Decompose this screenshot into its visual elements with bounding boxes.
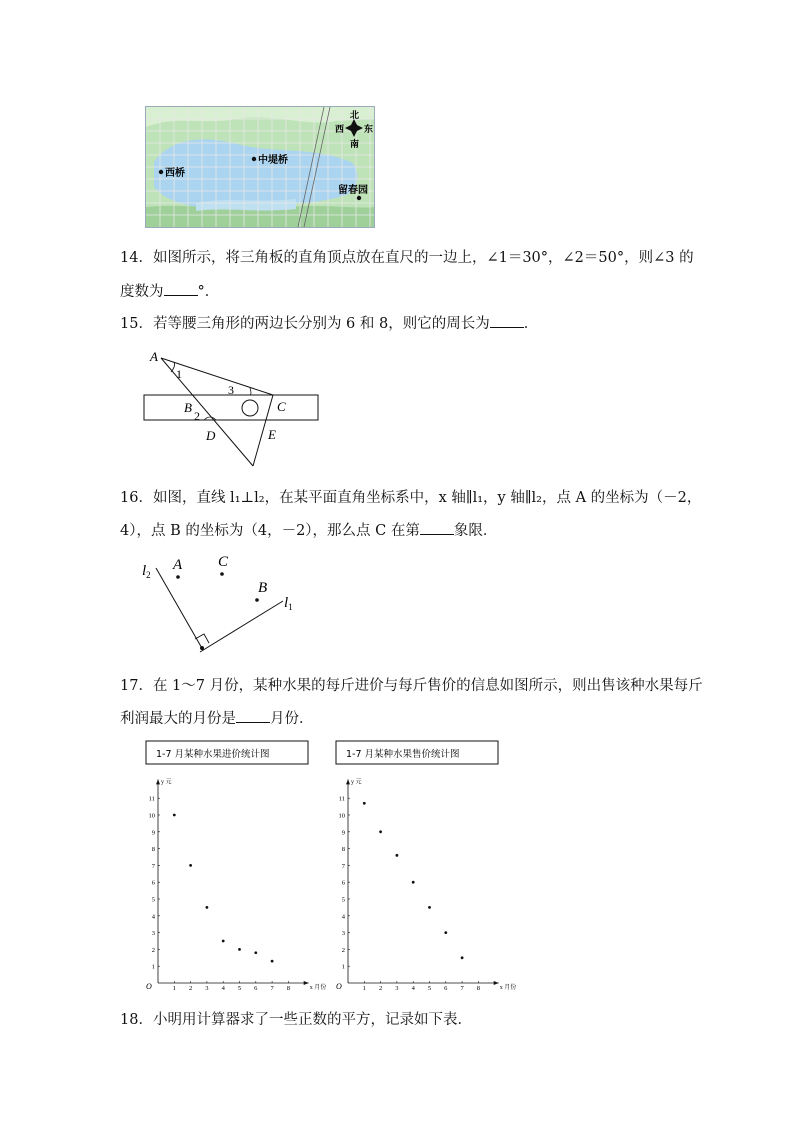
x-tick-label: 1 bbox=[172, 985, 176, 992]
x-tick-label: 6 bbox=[254, 985, 258, 992]
y-axis-label: y 元 bbox=[161, 779, 172, 786]
data-point bbox=[461, 956, 464, 959]
point-D: D bbox=[206, 428, 216, 443]
xiqiao-marker bbox=[159, 170, 163, 174]
point-B bbox=[255, 598, 259, 602]
point-A: A bbox=[150, 349, 158, 364]
data-point bbox=[396, 854, 399, 857]
q17-text: 利润最大的月份是 bbox=[120, 711, 236, 727]
data-point bbox=[412, 881, 415, 884]
liuchunyuan-label: 留春园 bbox=[338, 185, 368, 196]
x-tick-label: 4 bbox=[411, 985, 415, 992]
x-axis-arrow bbox=[304, 981, 309, 985]
x-tick-label: 1 bbox=[362, 985, 366, 992]
line-l2-label: $l_2$ bbox=[142, 563, 151, 580]
point-A-label: A bbox=[173, 557, 183, 573]
x-axis-label: x 月份 bbox=[499, 985, 516, 991]
q16-text: 4），点 B 的坐标为（4，－2），那么点 C 在第 bbox=[120, 523, 420, 539]
q15-text: 15．若等腰三角形的两边长分别为 6 和 8，则它的周长为 bbox=[120, 316, 490, 332]
y-tick-label: 10 bbox=[338, 812, 345, 820]
y-tick-label: 3 bbox=[341, 930, 345, 938]
compass-west: 西 bbox=[335, 124, 345, 134]
question-14-line1: 14．如图所示，将三角板的直角顶点放在直尺的一边上，∠1＝30°，∠2＝50°，则∠3 的 bbox=[120, 250, 694, 266]
y-tick-label: 4 bbox=[341, 913, 345, 921]
zhongdiqiao-marker bbox=[252, 157, 256, 161]
liuchunyuan-marker bbox=[357, 196, 361, 200]
y-tick-label: 11 bbox=[338, 795, 345, 803]
compass-north: 北 bbox=[350, 110, 360, 120]
triangle-ruler-figure bbox=[138, 342, 328, 470]
data-point bbox=[444, 931, 447, 934]
y-tick-label: 2 bbox=[151, 946, 155, 954]
data-point bbox=[379, 830, 382, 833]
park-map bbox=[145, 106, 375, 228]
question-17-line1: 17．在 1～7 月份，某种水果的每斤进价与每斤售价的信息如图所示，则出售该种水果每斤 bbox=[120, 678, 703, 694]
y-tick-label: 5 bbox=[151, 896, 155, 904]
data-point bbox=[363, 802, 366, 805]
purchase-price-chart bbox=[138, 738, 326, 996]
angle-1-label: 1 bbox=[176, 367, 182, 381]
x-tick-label: 8 bbox=[476, 985, 481, 992]
question-16-line1: 16．如图，直线 l₁⊥l₂，在某平面直角坐标系中，x 轴∥l₁，y 轴∥l₂，点 A 的坐标为（－2， bbox=[120, 490, 702, 506]
answer-blank-15[interactable] bbox=[490, 313, 524, 328]
y-tick-label: 5 bbox=[341, 896, 345, 904]
data-point bbox=[222, 940, 225, 943]
question-17-line2 bbox=[120, 708, 314, 729]
x-axis-label: x 月份 bbox=[309, 985, 326, 991]
answer-blank-16[interactable] bbox=[420, 520, 454, 535]
x-tick-label: 3 bbox=[205, 985, 209, 992]
y-tick-label: 7 bbox=[151, 862, 155, 870]
origin-label: O bbox=[336, 982, 342, 991]
y-tick-label: 4 bbox=[151, 913, 155, 921]
y-tick-label: 7 bbox=[341, 862, 345, 870]
question-15 bbox=[120, 313, 538, 334]
q16-suffix: 象限． bbox=[453, 523, 498, 539]
chart-title: 1-7 月某种水果售价统计图 bbox=[346, 749, 460, 760]
data-point bbox=[428, 906, 431, 909]
chart-title: 1-7 月某种水果进价统计图 bbox=[156, 749, 270, 760]
answer-blank-17[interactable] bbox=[236, 708, 270, 723]
compass-east: 东 bbox=[364, 124, 374, 134]
y-tick-label: 1 bbox=[151, 963, 155, 971]
y-tick-label: 11 bbox=[148, 795, 155, 803]
data-point bbox=[189, 864, 192, 867]
y-tick-label: 2 bbox=[341, 946, 345, 954]
x-tick-label: 2 bbox=[188, 985, 193, 992]
data-point bbox=[206, 906, 209, 909]
point-B-label: B bbox=[258, 580, 268, 596]
y-tick-label: 10 bbox=[148, 812, 155, 820]
y-axis-label: y 元 bbox=[351, 779, 362, 786]
data-point bbox=[238, 948, 241, 951]
x-tick-label: 7 bbox=[270, 985, 274, 992]
line-l1-label: $l_1$ bbox=[284, 595, 293, 612]
q14-suffix: °． bbox=[197, 284, 220, 300]
x-tick-label: 2 bbox=[378, 985, 383, 992]
q17-suffix: 月份． bbox=[270, 711, 314, 727]
q14-text: 度数为 bbox=[120, 284, 164, 300]
x-axis-arrow bbox=[494, 981, 499, 985]
x-tick-label: 5 bbox=[237, 985, 242, 992]
question-16-line2 bbox=[120, 520, 497, 541]
selling-price-chart bbox=[328, 738, 516, 996]
x-tick-label: 4 bbox=[221, 985, 225, 992]
y-tick-label: 6 bbox=[151, 879, 155, 887]
question-14-line2 bbox=[120, 281, 219, 302]
x-tick-label: 7 bbox=[460, 985, 464, 992]
point-A bbox=[176, 575, 180, 579]
q15-suffix: ． bbox=[523, 316, 539, 332]
y-tick-label: 6 bbox=[341, 879, 345, 887]
y-tick-label: 9 bbox=[341, 829, 345, 837]
origin-label: O bbox=[146, 982, 152, 991]
point-C-label: C bbox=[218, 554, 229, 570]
point-C: C bbox=[277, 399, 286, 414]
data-point bbox=[254, 951, 257, 954]
x-tick-label: 3 bbox=[395, 985, 399, 992]
x-tick-label: 6 bbox=[444, 985, 448, 992]
y-tick-label: 3 bbox=[151, 930, 155, 938]
compass-south: 南 bbox=[350, 139, 360, 149]
question-18: 18．小明用计算器求了一些正数的平方，记录如下表． bbox=[120, 1012, 472, 1028]
y-axis-arrow bbox=[156, 779, 160, 784]
perpendicular-lines-figure bbox=[138, 550, 308, 658]
angle-3-label: 3 bbox=[228, 383, 234, 397]
y-tick-label: 8 bbox=[151, 846, 155, 854]
xiqiao-label: 西桥 bbox=[165, 168, 185, 179]
point-E: E bbox=[268, 427, 276, 442]
y-axis-arrow bbox=[346, 779, 350, 784]
y-tick-label: 1 bbox=[341, 963, 345, 971]
data-point bbox=[173, 814, 176, 817]
zhongdiqiao-label: 中堤桥 bbox=[258, 155, 288, 166]
point-B: B bbox=[184, 400, 192, 415]
x-tick-label: 8 bbox=[286, 985, 291, 992]
answer-blank-14[interactable] bbox=[164, 281, 198, 296]
x-tick-label: 5 bbox=[427, 985, 432, 992]
angle-2-label: 2 bbox=[194, 409, 200, 423]
y-tick-label: 9 bbox=[151, 829, 155, 837]
y-tick-label: 8 bbox=[341, 846, 345, 854]
point-C bbox=[220, 572, 224, 576]
data-point bbox=[271, 960, 274, 963]
